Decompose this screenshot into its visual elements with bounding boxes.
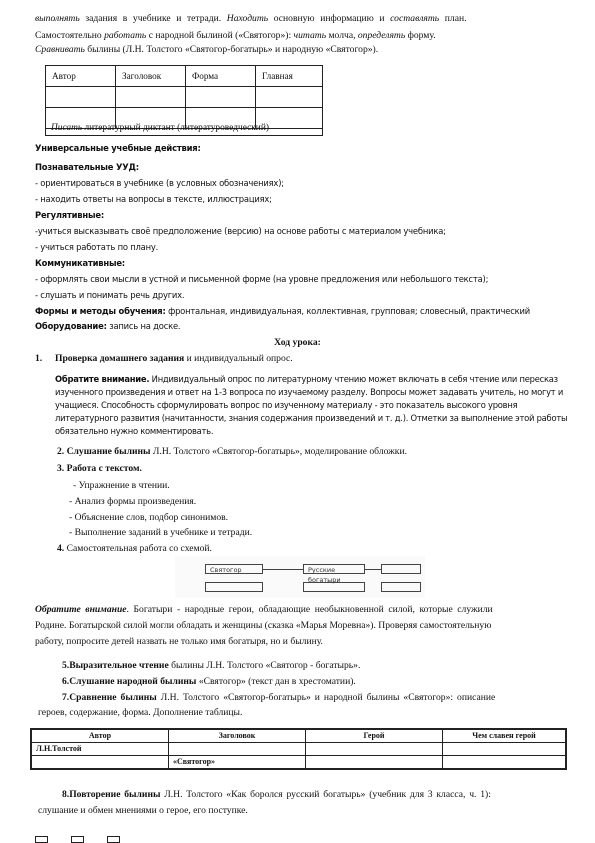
communicative-title: Коммуникативные: (35, 258, 125, 268)
arrow-line (263, 569, 303, 570)
intro-word: Сравнивать (35, 44, 85, 55)
sub-item: - Анализ формы произведения. (69, 496, 197, 507)
item-8-bold: 8.Повторение былины (62, 789, 161, 800)
table-header-cell: Герой (306, 729, 443, 743)
lesson-title: Ход урока: (274, 337, 321, 348)
item-2 (57, 446, 407, 457)
scheme-box-bottom (205, 582, 263, 592)
table-row (31, 756, 566, 770)
intro-line-1 (35, 13, 565, 25)
regulative-item: - учиться работать по плану. (35, 242, 159, 252)
cognitive-item: - находить ответы на вопросы в тексте, иллюстрациях; (35, 194, 272, 204)
note-1-line: Индивидуальный опрос по литературному чтению может включать в себя чтение или пересказ (149, 374, 558, 384)
item-1-text: и индивидуальный опрос. (184, 353, 293, 364)
table-header-cell: Заголовок (116, 66, 186, 87)
forms-label: Формы и методы обучения: (35, 306, 166, 316)
note-1-line: литературного развития (начитанности, знания содержания произведений и т. д.). Отметки за выполнение этой работы (55, 413, 568, 423)
item-8-text: Л.Н. Толстого «Как боролся русский богатырь» (учебник для 3 класса, ч. 1): (160, 789, 491, 800)
equipment-text: запись на доске. (106, 321, 181, 331)
item-3: 3. Работа с текстом. (57, 463, 142, 474)
scheme-box-right (381, 564, 421, 574)
table-header-row (31, 729, 566, 743)
item-7-bold: 7.Сравнение былины (62, 692, 157, 703)
note-1-line: учащиеся. Способность сформулировать вопрос по изученному материалу - это показатель высокого уровня (55, 400, 518, 410)
note-2-line: . Богатыри - народные герои, обладающие необыкновенной силой, которые служили (126, 604, 493, 615)
equipment-label: Оборудование: (35, 321, 107, 331)
item-5-text: былины Л.Н. Толстого «Святогор - богатырь». (168, 660, 361, 671)
item-6-text: «Святогор» (текст дан в хрестоматии). (196, 676, 356, 687)
scheme-diagram (175, 556, 425, 598)
table-cell (443, 743, 567, 756)
table-header-cell: Форма (186, 66, 256, 87)
item-4-text: Самостоятельная работа со схемой. (64, 543, 212, 554)
note-2-line-1 (35, 604, 565, 616)
note-1-bold: Обратите внимание. (55, 374, 150, 384)
item-8 (62, 789, 491, 800)
item-1 (35, 353, 565, 365)
intro-text: план. (439, 13, 467, 24)
note-1 (55, 373, 567, 438)
communicative-item: - оформлять свои мысли в устной и письменной форме (на уровне предложения или небольшого текста); (35, 274, 489, 284)
table-cell: Л.Н.Толстой (31, 743, 169, 756)
uud-title: Универсальные учебные действия: (35, 143, 201, 153)
item-5 (62, 660, 360, 671)
intro-line-3 (35, 44, 565, 56)
table-header-cell: Автор (31, 729, 169, 743)
intro-line-2 (35, 30, 565, 42)
intro-word: Находить (226, 13, 269, 24)
note-2-bold: Обратите внимание (35, 604, 127, 615)
intro-word: читать (293, 30, 327, 41)
item-5-bold: 5.Выразительное чтение (62, 660, 169, 671)
table-cell (306, 756, 443, 770)
intro-word: выполнять (35, 13, 80, 24)
item-7-text: Л.Н. Толстого «Святогор-богатырь» и народной былины «Святогор»: описание (156, 692, 496, 703)
intro-text: форму. (405, 30, 436, 41)
scheme-box-center: Русские богатыри (303, 564, 365, 574)
item-2-bold: 2. Слушание былины (57, 446, 151, 457)
item-7 (62, 692, 495, 703)
regulative-title: Регулятивные: (35, 210, 104, 220)
table-cell (116, 87, 186, 108)
item-1-bold: Проверка домашнего задания (55, 353, 185, 364)
item-4-bold: 4. (57, 543, 65, 554)
item-7-line-2: героев, содержание, форма. Дополнение таблицы. (38, 707, 243, 718)
intro-text: Самостоятельно (35, 30, 105, 41)
forms-text: фронтальная, индивидуальная, коллективная, групповая; словесный, практический (165, 306, 530, 316)
forms-methods (35, 305, 565, 317)
dictation-italic: Писать (51, 123, 83, 133)
item-1-number: 1. (35, 353, 43, 364)
table-row (31, 743, 566, 756)
note-2-line: Родине. Богатырской силой могли обладать и женщины (сказка «Марья Моревна»). Проверяя самостоятельную (35, 620, 492, 631)
item-2-text: Л.Н. Толстого «Святогор-богатырь», моделирование обложки. (150, 446, 407, 457)
table-row (46, 87, 323, 108)
intro-word: определять (357, 30, 406, 41)
dictation-text: литературный диктант (литературоведческий) (82, 123, 269, 133)
sub-item: - Выполнение заданий в учебнике и тетради. (69, 527, 253, 538)
table-cell (306, 743, 443, 756)
note-2-line: работу, попросите детей назвать не только имя богатыря, но и былину. (35, 636, 323, 647)
item-8-line-2: слушание и обмен мнениями о герое, его поступке. (38, 805, 248, 816)
table-header-row (46, 66, 323, 87)
table-cell (186, 87, 256, 108)
table-cell (169, 743, 306, 756)
intro-text: молча, (326, 30, 358, 41)
note-1-line: изученного произведения и ответ на 1-3 вопроса по изучаемому разделу. Вопросы может задавать учитель, но могут и (55, 387, 564, 397)
table-cell (31, 756, 169, 770)
scheme-box-left: Святогор (205, 564, 263, 574)
intro-text: задания в учебнике и тетради. (79, 13, 227, 24)
intro-text: былины (Л.Н. Толстого «Святогор-богатырь» и народную «Святогор»). (84, 44, 379, 55)
table-cell (443, 756, 567, 770)
table-header-cell: Главная (256, 66, 323, 87)
intro-text: основную информацию и (268, 13, 391, 24)
table-cell (256, 87, 323, 108)
dictation-note (45, 122, 323, 136)
table-cell: «Святогор» (169, 756, 306, 770)
table-header-cell: Автор (46, 66, 116, 87)
item-6 (62, 676, 356, 687)
intro-text: с народной былиной («Святогор»): (146, 30, 294, 41)
item-6-bold: 6.Слушание народной былины (62, 676, 197, 687)
table-header-cell: Заголовок (169, 729, 306, 743)
comparison-table-2 (30, 728, 567, 770)
communicative-item: - слушать и понимать речь других. (35, 290, 185, 300)
regulative-item: -учиться высказывать своё предположение (версию) на основе работы с материалом учебника; (35, 226, 446, 236)
intro-word: работать (104, 30, 147, 41)
note-1-line: обязательно нужно комментировать. (55, 426, 214, 436)
arrow-line (365, 569, 381, 570)
intro-word: составлять (390, 13, 440, 24)
sub-item: - Упражнение в чтении. (73, 480, 170, 491)
cognitive-item: - ориентироваться в учебнике (в условных обозначениях); (35, 178, 284, 188)
scheme-box-bottom (303, 582, 365, 592)
equipment (35, 320, 565, 332)
sub-item: - Объяснение слов, подбор синонимов. (69, 512, 229, 523)
comparison-table-1 (45, 65, 323, 129)
table-cell (46, 87, 116, 108)
cognitive-title: Познавательные УУД: (35, 162, 139, 172)
scheme-box-bottom (381, 582, 421, 592)
item-4 (57, 543, 212, 554)
table-header-cell: Чем славен герой (443, 729, 567, 743)
